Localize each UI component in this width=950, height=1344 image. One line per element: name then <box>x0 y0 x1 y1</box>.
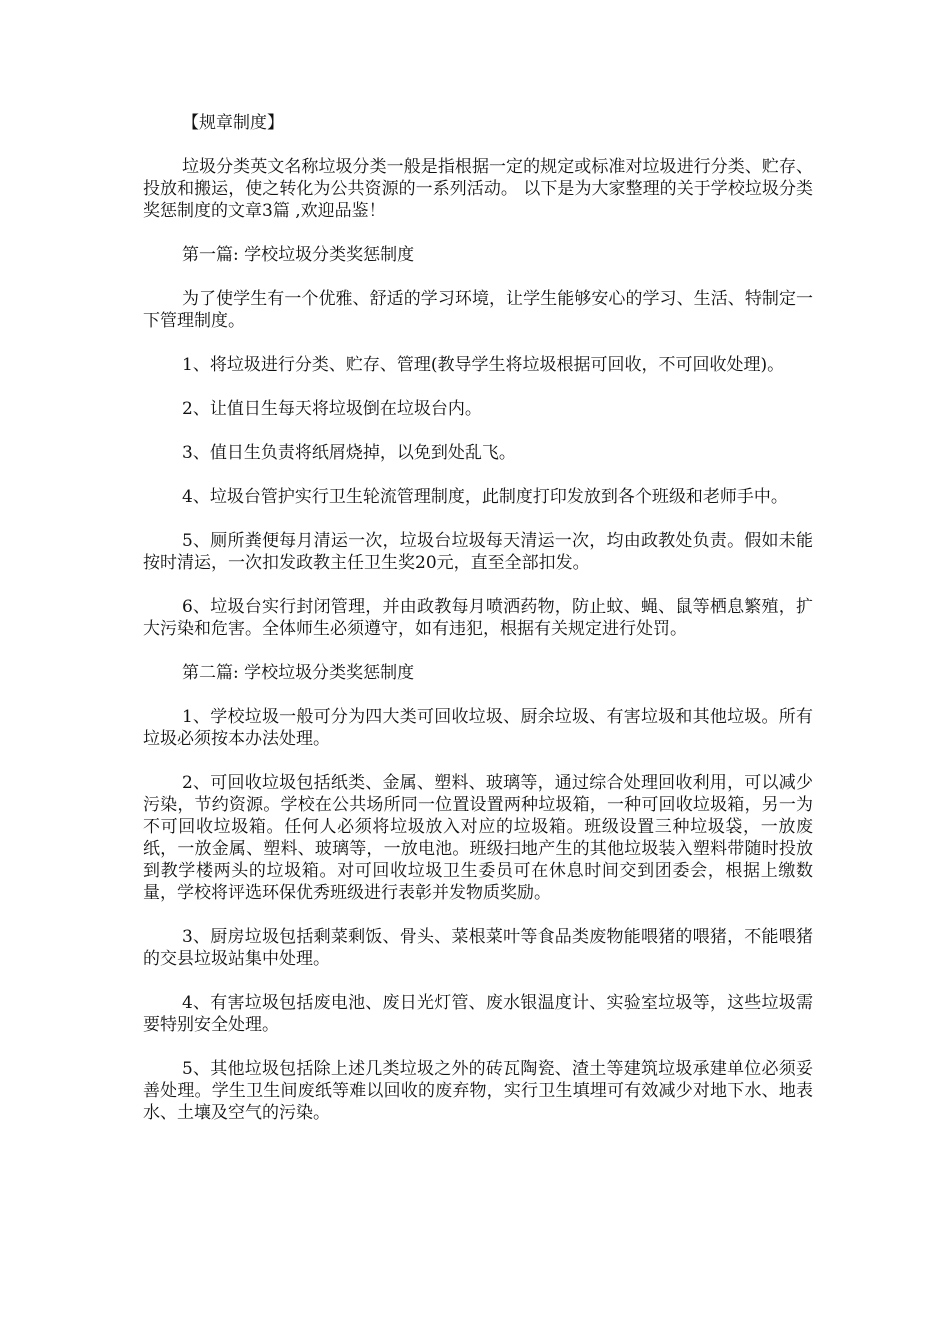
intro-paragraph: 垃圾分类英文名称垃圾分类一般是指根据一定的规定或标准对垃圾进行分类、贮存、投放和搬运，使之转化为公共资源的一系列活动。 以下是为大家整理的关于学校垃圾分类奖惩制度的文章3篇 ,欢迎品鉴！ <box>143 157 813 221</box>
article-1-item-1: 1、将垃圾进行分类、贮存、管理(教导学生将垃圾根据可回收，不可回收处理)。 <box>182 355 785 375</box>
article-1-item-2: 2、让值日生每天将垃圾倒在垃圾台内。 <box>182 399 482 419</box>
article-1-item-6: 6、垃圾台实行封闭管理，并由政教每月喷洒药物，防止蚊、蝇、鼠等栖息繁殖，扩大污染和危害。全体师生必须遵守，如有违犯，根据有关规定进行处罚。 <box>143 597 813 639</box>
article-2-item-1: 1、学校垃圾一般可分为四大类可回收垃圾、厨余垃圾、有害垃圾和其他垃圾。所有垃圾必须按本办法处理。 <box>143 707 813 749</box>
article-2-item-4: 4、有害垃圾包括废电池、废日光灯管、废水银温度计、实验室垃圾等，这些垃圾需要特别安全处理。 <box>143 993 813 1035</box>
article-1-item-5: 5、厕所粪便每月清运一次，垃圾台垃圾每天清运一次，均由政教处负责。假如未能按时清运，一次扣发政教主任卫生奖20元，直至全部扣发。 <box>143 531 813 573</box>
article-1-intro: 为了使学生有一个优雅、舒适的学习环境，让学生能够安心的学习、生活、特制定一下管理制度。 <box>143 289 813 331</box>
article-1-heading: 第一篇: 学校垃圾分类奖惩制度 <box>182 245 415 265</box>
article-1-item-3: 3、值日生负责将纸屑烧掉，以免到处乱飞。 <box>182 443 516 463</box>
section-tag: 【规章制度】 <box>182 113 284 133</box>
document-page <box>143 112 813 1124</box>
article-2-item-2: 2、可回收垃圾包括纸类、金属、塑料、玻璃等，通过综合处理回收利用，可以减少污染，节约资源。学校在公共场所同一位置设置两种垃圾箱，一种可回收垃圾箱，另一为不可回收垃圾箱。任何人必须将垃圾放入对应的垃圾箱。班级设置三种垃圾袋，一放废纸，一放金属、塑料、玻璃等，一放电池。班级扫地产生的其他垃圾装入塑料带随时投放到教学楼两头的垃圾箱。对可回收垃圾卫生委员可在休息时间交到团委会，根据上缴数量，学校将评选环保优秀班级进行表彰并发物质奖励。 <box>143 773 813 903</box>
article-2-heading: 第二篇: 学校垃圾分类奖惩制度 <box>182 663 415 683</box>
article-1-item-4: 4、垃圾台管护实行卫生轮流管理制度，此制度打印发放到各个班级和老师手中。 <box>182 487 788 507</box>
article-2-item-5: 5、其他垃圾包括除上述几类垃圾之外的砖瓦陶瓷、渣土等建筑垃圾承建单位必须妥善处理。学生卫生间废纸等难以回收的废弃物，实行卫生填埋可有效减少对地下水、地表水、土壤及空气的污染。 <box>143 1059 813 1123</box>
article-2-item-3: 3、厨房垃圾包括剩菜剩饭、骨头、菜根菜叶等食品类废物能喂猪的喂猪，不能喂猪的交县垃圾站集中处理。 <box>143 927 813 969</box>
